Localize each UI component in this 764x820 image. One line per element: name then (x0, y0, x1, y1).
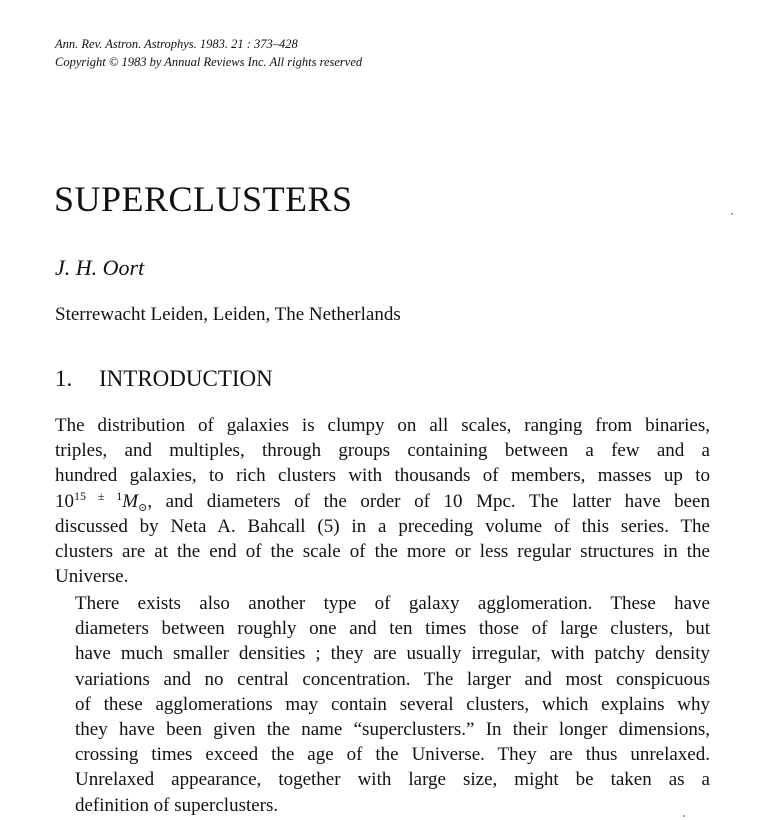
solar-mass-symbol: M (122, 490, 139, 512)
article-title: SUPERCLUSTERS (54, 179, 353, 219)
scan-speck (731, 213, 733, 215)
text-line: triples, and multiples, through groups containing between a few and a (55, 440, 710, 462)
text-line: There exists also another type of galaxy agglomeration. These have (75, 593, 710, 614)
paragraph-introduction-2 (55, 591, 710, 818)
section-title: INTRODUCTION (99, 366, 273, 391)
text-line: variations and no central concentration. The larger and most conspicuous (75, 668, 710, 690)
copyright-notice: Copyright © 1983 by Annual Reviews Inc. All rights reserved (55, 55, 363, 69)
text-line: crossing times exceed the age of the Universe. They are thus unrelaxed. (75, 744, 710, 766)
text-line: definition of superclusters. (75, 794, 279, 816)
author-name: J. H. Oort (55, 255, 145, 280)
text-line: The distribution of galaxies is clumpy on all scales, ranging from binaries, (55, 415, 710, 436)
text-line: discussed by Neta A. Bahcall (5) in a preceding volume of this series. The (55, 515, 710, 537)
mass-base: 10 (55, 490, 74, 512)
mass-formula (55, 488, 148, 514)
text-line: clusters are at the end of the scale of the more or less regular structures in the (55, 540, 710, 562)
mass-exponent: 15 ± 1 (74, 488, 123, 503)
text-fragment: , and diameters of the order of 10 Mpc. The latter have been (147, 490, 710, 512)
text-line: of these agglomerations may contain several clusters, which explains why (75, 693, 710, 715)
text-line: Unrelaxed appearance, together with large size, might be taken as a (75, 769, 710, 791)
author-affiliation: Sterrewacht Leiden, Leiden, The Netherlands (55, 304, 401, 325)
section-heading (55, 364, 273, 394)
text-line: have much smaller densities ; they are usually irregular, with patchy density (75, 643, 710, 665)
section-number: 1. (55, 366, 73, 391)
text-line-with-formula (55, 489, 710, 514)
scan-speck (683, 815, 685, 817)
text-line: they have been given the name “superclusters.” In their longer dimensions, (75, 718, 710, 740)
sun-symbol: ⊙ (138, 501, 148, 514)
text-line: hundred galaxies, to rich clusters with thousands of members, masses up to (55, 465, 710, 487)
paragraph-introduction-1 (55, 413, 710, 589)
text-line: Universe. (55, 566, 129, 588)
journal-citation: Ann. Rev. Astron. Astrophys. 1983. 21 : 373–428 (55, 37, 298, 51)
text-line: diameters between roughly one and ten times those of large clusters, but (75, 618, 710, 640)
